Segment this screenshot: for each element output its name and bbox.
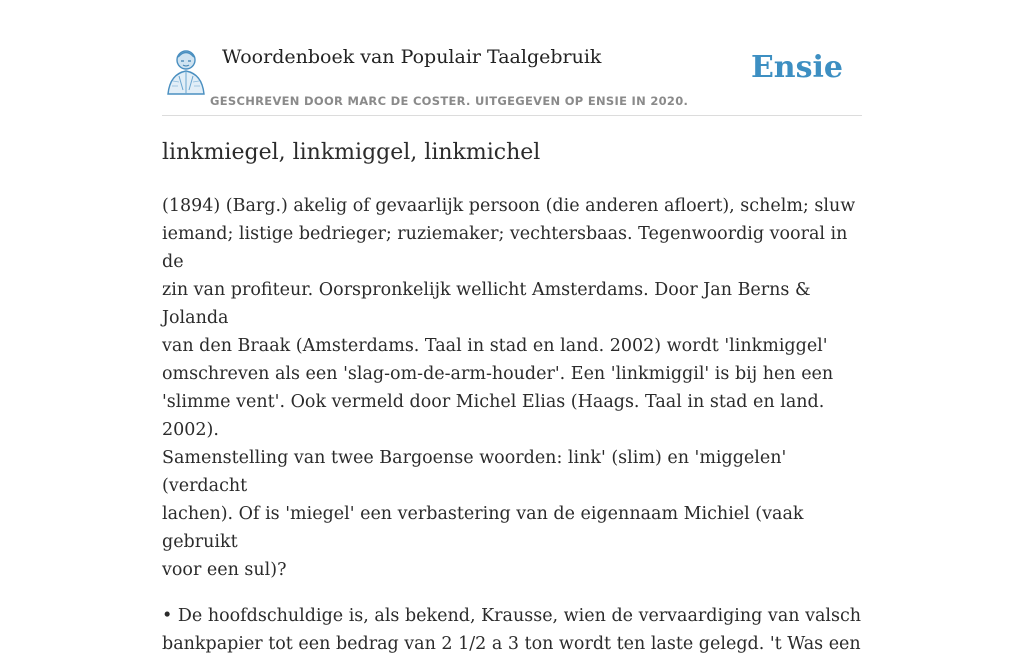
definition-line: iemand; listige bedrieger; ruziemaker; vechtersbaas. Tegenwoordig vooral in de	[162, 224, 848, 272]
author-portrait-icon[interactable]	[164, 46, 208, 96]
definition-line: (1894) (Barg.) akelig of gevaarlijk persoon (die anderen afloert), schelm; sluw	[162, 196, 856, 216]
entry-title: linkmiegel, linkmiggel, linkmichel	[162, 140, 541, 165]
quote-line: • De hoofdschuldige is, als bekend, Krausse, wien de vervaardiging van valsch	[162, 606, 862, 626]
entry-definition	[162, 192, 862, 584]
definition-line: 'slimme vent'. Ook vermeld door Michel Elias (Haags. Taal in stad en land. 2002).	[162, 392, 825, 440]
site-header	[162, 40, 862, 116]
entry-quote	[162, 602, 862, 658]
definition-line: lachen). Of is 'miegel' een verbastering van de eigennaam Michiel (vaak gebruikt	[162, 504, 804, 552]
definition-line: zin van profiteur. Oorspronkelijk wellicht Amsterdams. Door Jan Berns & Jolanda	[162, 280, 811, 328]
ensie-logo[interactable]: Ensie	[750, 50, 843, 85]
author-byline: GESCHREVEN DOOR MARC DE COSTER. UITGEGEVEN OP ENSIE IN 2020.	[210, 94, 689, 108]
definition-line: voor een sul)?	[162, 560, 287, 580]
quote-line: bankpapier tot een bedrag van 2 1/2 a 3 ton wordt ten laste gelegd. 't Was een	[162, 634, 861, 654]
definition-line: omschreven als een 'slag-om-de-arm-houder'. Een 'linkmiggil' is bij hen een	[162, 364, 834, 384]
entry-content	[162, 192, 862, 658]
dictionary-title[interactable]: Woordenboek van Populair Taalgebruik	[222, 46, 602, 68]
definition-line: van den Braak (Amsterdams. Taal in stad en land. 2002) wordt 'linkmiggel'	[162, 336, 828, 356]
definition-line: Samenstelling van twee Bargoense woorden: link' (slim) en 'miggelen' (verdacht	[162, 448, 787, 496]
